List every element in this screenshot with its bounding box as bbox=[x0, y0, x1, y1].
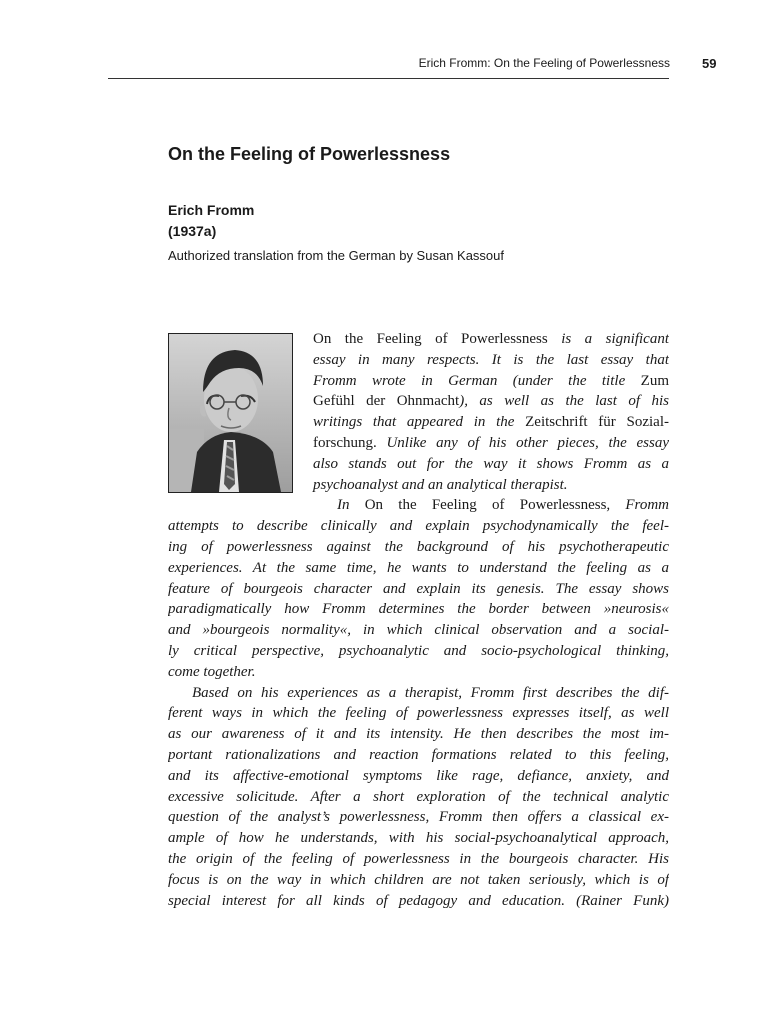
body-line bbox=[168, 641, 669, 662]
body-line bbox=[168, 599, 669, 620]
body-text-segment: question of the analyst’s powerlessness, Fromm then offers a classical ex- bbox=[168, 809, 669, 826]
body-text-segment: Fromm wrote in German (under the title bbox=[313, 372, 641, 389]
body-line bbox=[168, 870, 669, 891]
body-text-segment: ample of how he understands, with his social-psychoanalytical approach, bbox=[168, 830, 669, 847]
body-line bbox=[168, 703, 669, 724]
body-text-segment: On the Feeling of Powerlessness bbox=[364, 497, 607, 514]
body-line bbox=[313, 433, 669, 454]
body-text-segment: also stands out for the way it shows Fromm as a bbox=[313, 455, 669, 472]
body-line bbox=[168, 662, 669, 683]
body-text-segment: essay in many respects. It is the last essay that bbox=[313, 351, 669, 368]
body-text-segment: Based on his experiences as a therapist, Fromm first describes the dif- bbox=[192, 684, 669, 701]
body-text-segment: In bbox=[337, 497, 365, 514]
portrait-illustration bbox=[169, 334, 292, 492]
body-text-segment: ly critical perspective, psychoanalytic and socio-psychological thinking, bbox=[168, 643, 669, 659]
body-line bbox=[168, 849, 669, 870]
header-rule bbox=[108, 78, 669, 79]
body-line bbox=[313, 475, 669, 496]
body-line bbox=[168, 766, 669, 787]
body-text-segment: writings that appeared in the bbox=[313, 414, 526, 431]
body-text-segment: special interest for all kinds of pedagogy and education. (Rainer Funk) bbox=[168, 892, 669, 909]
body-line bbox=[168, 537, 669, 558]
body-line bbox=[337, 495, 669, 516]
body-line bbox=[168, 620, 669, 641]
body-line bbox=[168, 787, 669, 808]
body-text-segment: Zum bbox=[640, 372, 669, 389]
body-text-segment: portant rationalizations and reaction formations related to this feeling, bbox=[168, 747, 669, 763]
body-line bbox=[168, 745, 669, 766]
body-text-segment: focus is on the way in which children are not taken seriously, which is of bbox=[168, 871, 669, 888]
body-text-segment: excessive solicitude. After a short exploration of the technical analytic bbox=[168, 788, 669, 805]
body-text-segment: psychoanalyst and an analytical therapist. bbox=[313, 476, 568, 493]
body-text-segment: Zeitschrift für Sozial- bbox=[525, 414, 669, 431]
body-line bbox=[168, 558, 669, 579]
body-line bbox=[168, 891, 669, 912]
translation-note: Authorized translation from the German by Susan Kassouf bbox=[168, 248, 505, 263]
body-text-segment: experiences. At the same time, he wants to understand the feeling as a bbox=[168, 559, 669, 576]
body-text-segment: the origin of the feeling of powerlessness in the bourgeois character. His bbox=[168, 851, 669, 867]
body-line bbox=[313, 454, 669, 475]
body-text-segment: feature of bourgeois character and explain its genesis. The essay shows bbox=[168, 580, 669, 597]
body-line bbox=[168, 579, 669, 600]
body-text-segment: paradigmatically how Fromm determines the border between »neurosis« bbox=[168, 601, 669, 618]
body-text-segment: ), as well as the last of his bbox=[459, 393, 669, 410]
page-number: 59 bbox=[702, 56, 717, 71]
publication-year: (1937a) bbox=[168, 223, 217, 239]
body-text-segment: ferent ways in which the feeling of powerlessness expresses itself, as well bbox=[168, 705, 669, 722]
body-text-segment: Gefühl der Ohnmacht bbox=[313, 393, 460, 410]
body-line bbox=[168, 807, 669, 828]
body-text-segment: come together. bbox=[168, 663, 256, 680]
body-text-segment: attempts to describe clinically and explain psychodynamically the feel- bbox=[168, 518, 669, 535]
body-line bbox=[192, 683, 669, 704]
article-title: On the Feeling of Powerlessness bbox=[168, 144, 451, 164]
author-photo bbox=[168, 333, 293, 493]
body-line bbox=[313, 329, 669, 350]
body-text-segment: is a significant bbox=[561, 331, 669, 347]
body-text-segment: , Fromm bbox=[606, 497, 669, 514]
body-line bbox=[168, 828, 669, 849]
body-text-segment: as our awareness of it and its intensity. He then describes the most im- bbox=[168, 726, 669, 743]
body-text-segment: and its affective-emotional symptoms like rage, defiance, anxiety, and bbox=[168, 767, 669, 784]
body-line bbox=[313, 391, 669, 412]
body-text-segment: Unlike any of his other pieces, the essay bbox=[386, 435, 669, 451]
body-line bbox=[168, 724, 669, 745]
body-line bbox=[313, 412, 669, 433]
body-text-segment: ing of powerlessness against the background of his psychotherapeutic bbox=[168, 539, 669, 555]
body-line bbox=[313, 350, 669, 371]
body-text-segment: forschung. bbox=[313, 435, 387, 451]
body-line bbox=[313, 371, 669, 392]
body-text-segment: and »bourgeois normality«, in which clinical observation and a social- bbox=[168, 622, 669, 639]
body-line bbox=[168, 516, 669, 537]
author-name: Erich Fromm bbox=[168, 202, 255, 218]
running-head-title: Erich Fromm: On the Feeling of Powerlessness bbox=[418, 56, 670, 70]
body-text-segment: On the Feeling of Powerlessness bbox=[313, 331, 562, 347]
